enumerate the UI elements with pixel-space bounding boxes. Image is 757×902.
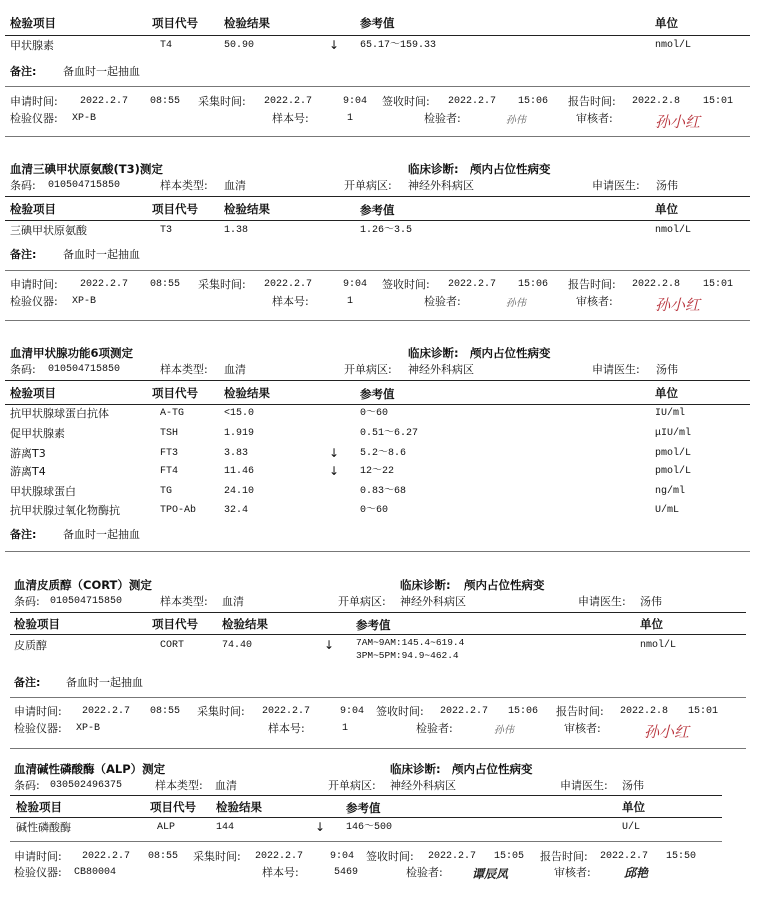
info-divider bbox=[5, 380, 750, 381]
doctor-label: 申请医生: bbox=[560, 779, 608, 792]
diagnosis: 颅内占位性病变 bbox=[470, 346, 551, 360]
apply-time-label: 申请时间: bbox=[10, 95, 58, 108]
reviewer-label: 审核者: bbox=[576, 295, 613, 308]
col-header-code: 项目代号 bbox=[152, 617, 198, 631]
collect-time-label: 采集时间: bbox=[198, 278, 246, 291]
remark-divider bbox=[10, 697, 746, 698]
report-date: 2022.2.8 bbox=[632, 96, 681, 107]
col-header-unit: 单位 bbox=[622, 800, 645, 814]
instrument: XP-B bbox=[72, 113, 97, 124]
diagnosis-label: 临床诊断: bbox=[408, 162, 459, 176]
remark-text: 备血时一起抽血 bbox=[63, 528, 140, 541]
collect-time: 9:04 bbox=[343, 279, 368, 290]
dept: 神经外科病区 bbox=[400, 595, 466, 608]
collect-time: 9:04 bbox=[330, 851, 355, 862]
col-header-item: 检验项目 bbox=[10, 202, 56, 216]
col-header-ref: 参考值 bbox=[356, 618, 391, 632]
instrument: XP-B bbox=[76, 723, 101, 734]
test-ref: 0.51～6.27 bbox=[360, 428, 419, 439]
test-ref-pm: 3PM~5PM:94.9~462.4 bbox=[356, 650, 459, 661]
doctor: 汤伟 bbox=[656, 179, 678, 192]
barcode-label: 条码: bbox=[14, 779, 40, 792]
receive-time: 15:06 bbox=[518, 96, 549, 107]
col-header-result: 检验结果 bbox=[224, 386, 270, 400]
apply-time-label: 申请时间: bbox=[14, 705, 62, 718]
test-name: 抗甲状腺球蛋白抗体 bbox=[10, 407, 109, 420]
doctor-label: 申请医生: bbox=[578, 595, 626, 608]
report-date: 2022.2.8 bbox=[620, 706, 669, 717]
collect-date: 2022.2.7 bbox=[262, 706, 311, 717]
col-header-unit: 单位 bbox=[655, 202, 678, 216]
section-divider bbox=[5, 320, 750, 321]
col-header-code: 项目代号 bbox=[150, 800, 196, 814]
reviewer-label: 审核者: bbox=[576, 112, 613, 125]
low-flag-icon: ↓ bbox=[329, 38, 340, 52]
dept: 神经外科病区 bbox=[408, 179, 474, 192]
col-header-item: 检验项目 bbox=[14, 617, 60, 631]
remark-divider bbox=[5, 86, 750, 87]
instrument-label: 检验仪器: bbox=[14, 866, 62, 879]
apply-time: 08:55 bbox=[150, 706, 181, 717]
header-divider bbox=[5, 404, 750, 405]
tester-signature: 孙伟 bbox=[506, 115, 526, 126]
doctor-label: 申请医生: bbox=[592, 179, 640, 192]
test-code: A-TG bbox=[160, 408, 185, 419]
header-divider bbox=[10, 817, 722, 818]
sample-no: 1 bbox=[347, 113, 354, 124]
test-result: 74.40 bbox=[222, 640, 253, 651]
sample-no: 1 bbox=[347, 296, 354, 307]
section-title: 血清甲状腺功能6项测定 bbox=[10, 346, 134, 360]
diagnosis-label: 临床诊断: bbox=[390, 762, 441, 776]
sample-type-label: 样本类型: bbox=[160, 595, 208, 608]
test-ref: 146～500 bbox=[346, 822, 393, 833]
test-unit: U/mL bbox=[655, 505, 680, 516]
reviewer-signature: 孙小红 bbox=[655, 113, 701, 131]
report-time: 15:50 bbox=[666, 851, 697, 862]
apply-date: 2022.2.7 bbox=[80, 279, 129, 290]
test-result: 1.38 bbox=[224, 225, 249, 236]
apply-time-label: 申请时间: bbox=[14, 850, 62, 863]
test-unit: nmol/L bbox=[655, 225, 692, 236]
tester-signature: 谭辰凤 bbox=[472, 867, 509, 881]
test-code: FT3 bbox=[160, 448, 179, 459]
diagnosis-label: 临床诊断: bbox=[400, 578, 451, 592]
reviewer-label: 审核者: bbox=[564, 722, 601, 735]
test-result: 50.90 bbox=[224, 40, 255, 51]
test-name: 三碘甲状原氨酸 bbox=[10, 224, 87, 237]
remark-text: 备血时一起抽血 bbox=[63, 65, 140, 78]
doctor: 汤伟 bbox=[640, 595, 662, 608]
sample-no-label: 样本号: bbox=[262, 866, 299, 879]
apply-date: 2022.2.7 bbox=[82, 706, 131, 717]
report-time: 15:01 bbox=[688, 706, 719, 717]
collect-date: 2022.2.7 bbox=[264, 279, 313, 290]
section-divider bbox=[5, 551, 750, 552]
test-unit: nmol/L bbox=[655, 40, 692, 51]
report-time-label: 报告时间: bbox=[556, 705, 604, 718]
receive-time-label: 签收时间: bbox=[376, 705, 424, 718]
dept: 神经外科病区 bbox=[408, 363, 474, 376]
section-title: 血清碱性磷酸酶（ALP）测定 bbox=[14, 762, 166, 776]
apply-time-label: 申请时间: bbox=[10, 278, 58, 291]
test-name: 甲状腺素 bbox=[10, 39, 54, 52]
sample-no-label: 样本号: bbox=[268, 722, 305, 735]
receive-date: 2022.2.7 bbox=[440, 706, 489, 717]
barcode-label: 条码: bbox=[10, 363, 36, 376]
remark-label: 备注: bbox=[14, 676, 41, 689]
test-code: CORT bbox=[160, 640, 185, 651]
test-result: 11.46 bbox=[224, 466, 255, 477]
test-ref: 12～22 bbox=[360, 466, 395, 477]
dept: 神经外科病区 bbox=[390, 779, 456, 792]
test-name: 游离T3 bbox=[10, 447, 46, 460]
test-result: 144 bbox=[216, 822, 235, 833]
collect-time: 9:04 bbox=[343, 96, 368, 107]
report-date: 2022.2.8 bbox=[632, 279, 681, 290]
sample-type: 血清 bbox=[215, 779, 237, 792]
report-date: 2022.2.7 bbox=[600, 851, 649, 862]
sample-no: 1 bbox=[342, 723, 349, 734]
test-code: T4 bbox=[160, 40, 173, 51]
info-divider bbox=[10, 795, 722, 796]
diagnosis: 颅内占位性病变 bbox=[464, 578, 545, 592]
instrument: XP-B bbox=[72, 296, 97, 307]
section-title: 血清皮质醇（CORT）测定 bbox=[14, 578, 152, 592]
sample-no-label: 样本号: bbox=[272, 295, 309, 308]
remark-text: 备血时一起抽血 bbox=[66, 676, 143, 689]
diagnosis: 颅内占位性病变 bbox=[470, 162, 551, 176]
apply-date: 2022.2.7 bbox=[82, 851, 131, 862]
apply-time: 08:55 bbox=[150, 96, 181, 107]
barcode: 010504715850 bbox=[48, 364, 121, 375]
tester-signature: 孙伟 bbox=[494, 725, 514, 736]
doctor: 汤伟 bbox=[656, 363, 678, 376]
barcode: 010504715850 bbox=[50, 596, 123, 607]
sample-type-label: 样本类型: bbox=[160, 179, 208, 192]
collect-time-label: 采集时间: bbox=[197, 705, 245, 718]
instrument-label: 检验仪器: bbox=[10, 295, 58, 308]
doctor-label: 申请医生: bbox=[592, 363, 640, 376]
header-divider bbox=[5, 220, 750, 221]
diagnosis-label: 临床诊断: bbox=[408, 346, 459, 360]
low-flag-icon: ↓ bbox=[315, 820, 326, 834]
test-unit: nmol/L bbox=[640, 640, 677, 651]
info-divider bbox=[5, 196, 750, 197]
col-header-code: 项目代号 bbox=[152, 16, 198, 30]
test-name: 碱性磷酸酶 bbox=[16, 821, 71, 834]
instrument-label: 检验仪器: bbox=[14, 722, 62, 735]
test-unit: IU/ml bbox=[655, 408, 686, 419]
col-header-item: 检验项目 bbox=[16, 800, 62, 814]
section-title: 血清三碘甲状原氨酸(T3)测定 bbox=[10, 162, 163, 176]
dept-label: 开单病区: bbox=[338, 595, 386, 608]
col-header-ref: 参考值 bbox=[360, 16, 395, 30]
barcode: 010504715850 bbox=[48, 180, 121, 191]
col-header-result: 检验结果 bbox=[224, 202, 270, 216]
reviewer-label: 审核者: bbox=[554, 866, 591, 879]
collect-date: 2022.2.7 bbox=[255, 851, 304, 862]
sample-no-label: 样本号: bbox=[272, 112, 309, 125]
info-divider bbox=[10, 612, 746, 613]
receive-date: 2022.2.7 bbox=[448, 279, 497, 290]
col-header-unit: 单位 bbox=[655, 386, 678, 400]
receive-time-label: 签收时间: bbox=[382, 95, 430, 108]
report-time-label: 报告时间: bbox=[568, 278, 616, 291]
low-flag-icon: ↓ bbox=[329, 446, 340, 460]
tester-label: 检验者: bbox=[416, 722, 453, 735]
sample-type: 血清 bbox=[224, 179, 246, 192]
col-header-item: 检验项目 bbox=[10, 386, 56, 400]
receive-time-label: 签收时间: bbox=[382, 278, 430, 291]
col-header-result: 检验结果 bbox=[222, 617, 268, 631]
test-unit: pmol/L bbox=[655, 466, 692, 477]
test-ref: 65.17～159.33 bbox=[360, 40, 437, 51]
test-result: 32.4 bbox=[224, 505, 249, 516]
col-header-item: 检验项目 bbox=[10, 16, 56, 30]
barcode-label: 条码: bbox=[14, 595, 40, 608]
test-code: TG bbox=[160, 486, 173, 497]
test-result: 3.83 bbox=[224, 448, 249, 459]
low-flag-icon: ↓ bbox=[329, 464, 340, 478]
header-divider bbox=[5, 35, 750, 36]
remark-label: 备注: bbox=[10, 248, 37, 261]
diagnosis: 颅内占位性病变 bbox=[452, 762, 533, 776]
test-ref: 0.83～68 bbox=[360, 486, 407, 497]
header-divider bbox=[10, 634, 746, 635]
tester-label: 检验者: bbox=[424, 112, 461, 125]
tester-signature: 孙伟 bbox=[506, 298, 526, 309]
barcode: 030502496375 bbox=[50, 780, 123, 791]
dept-label: 开单病区: bbox=[344, 179, 392, 192]
col-header-unit: 单位 bbox=[640, 617, 663, 631]
remark-divider bbox=[5, 270, 750, 271]
dept-label: 开单病区: bbox=[328, 779, 376, 792]
test-code: T3 bbox=[160, 225, 173, 236]
tester-label: 检验者: bbox=[424, 295, 461, 308]
reviewer-signature: 邱艳 bbox=[624, 866, 649, 880]
test-name: 促甲状腺素 bbox=[10, 427, 65, 440]
remark-label: 备注: bbox=[10, 528, 37, 541]
col-header-result: 检验结果 bbox=[216, 800, 262, 814]
test-ref-am: 7AM~9AM:145.4~619.4 bbox=[356, 637, 465, 648]
sample-type: 血清 bbox=[224, 363, 246, 376]
reviewer-signature: 孙小红 bbox=[655, 296, 701, 314]
low-flag-icon: ↓ bbox=[324, 638, 335, 652]
col-header-code: 项目代号 bbox=[152, 202, 198, 216]
test-unit: pmol/L bbox=[655, 448, 692, 459]
collect-time-label: 采集时间: bbox=[198, 95, 246, 108]
col-header-code: 项目代号 bbox=[152, 386, 198, 400]
row-divider bbox=[10, 841, 722, 842]
col-header-result: 检验结果 bbox=[224, 16, 270, 30]
receive-time: 15:06 bbox=[518, 279, 549, 290]
test-name: 游离T4 bbox=[10, 465, 46, 478]
collect-time-label: 采集时间: bbox=[193, 850, 241, 863]
instrument-label: 检验仪器: bbox=[10, 112, 58, 125]
test-ref: 0～60 bbox=[360, 505, 389, 516]
test-name: 抗甲状腺过氧化物酶抗 bbox=[10, 504, 120, 517]
report-time-label: 报告时间: bbox=[540, 850, 588, 863]
test-result: 24.10 bbox=[224, 486, 255, 497]
test-unit: U/L bbox=[622, 822, 641, 833]
section-divider bbox=[5, 136, 750, 137]
receive-time-label: 签收时间: bbox=[366, 850, 414, 863]
report-time: 15:01 bbox=[703, 96, 734, 107]
apply-time: 08:55 bbox=[150, 279, 181, 290]
test-result: 1.919 bbox=[224, 428, 255, 439]
test-code: TPO-Ab bbox=[160, 505, 197, 516]
sample-type-label: 样本类型: bbox=[160, 363, 208, 376]
remark-text: 备血时一起抽血 bbox=[63, 248, 140, 261]
sample-type: 血清 bbox=[222, 595, 244, 608]
report-time-label: 报告时间: bbox=[568, 95, 616, 108]
test-name: 皮质醇 bbox=[14, 639, 47, 652]
reviewer-signature: 孙小红 bbox=[644, 723, 690, 741]
collect-date: 2022.2.7 bbox=[264, 96, 313, 107]
test-unit: μIU/ml bbox=[655, 428, 692, 439]
test-ref: 1.26～3.5 bbox=[360, 225, 413, 236]
apply-date: 2022.2.7 bbox=[80, 96, 129, 107]
test-result: <15.0 bbox=[224, 408, 255, 419]
receive-date: 2022.2.7 bbox=[428, 851, 477, 862]
sample-type-label: 样本类型: bbox=[155, 779, 203, 792]
instrument: CB80004 bbox=[74, 867, 117, 878]
collect-time: 9:04 bbox=[340, 706, 365, 717]
test-code: ALP bbox=[157, 822, 176, 833]
sample-no: 5469 bbox=[334, 867, 359, 878]
test-code: FT4 bbox=[160, 466, 179, 477]
col-header-ref: 参考值 bbox=[360, 203, 395, 217]
test-name: 甲状腺球蛋白 bbox=[10, 485, 76, 498]
test-ref: 0～60 bbox=[360, 408, 389, 419]
doctor: 汤伟 bbox=[622, 779, 644, 792]
apply-time: 08:55 bbox=[148, 851, 179, 862]
test-unit: ng/ml bbox=[655, 486, 686, 497]
receive-date: 2022.2.7 bbox=[448, 96, 497, 107]
test-code: TSH bbox=[160, 428, 179, 439]
receive-time: 15:05 bbox=[494, 851, 525, 862]
col-header-ref: 参考值 bbox=[346, 801, 381, 815]
test-ref: 5.2～8.6 bbox=[360, 448, 407, 459]
receive-time: 15:06 bbox=[508, 706, 539, 717]
col-header-unit: 单位 bbox=[655, 16, 678, 30]
report-time: 15:01 bbox=[703, 279, 734, 290]
col-header-ref: 参考值 bbox=[360, 387, 395, 401]
barcode-label: 条码: bbox=[10, 179, 36, 192]
tester-label: 检验者: bbox=[406, 866, 443, 879]
dept-label: 开单病区: bbox=[344, 363, 392, 376]
remark-label: 备注: bbox=[10, 65, 37, 78]
section-divider bbox=[10, 748, 746, 749]
